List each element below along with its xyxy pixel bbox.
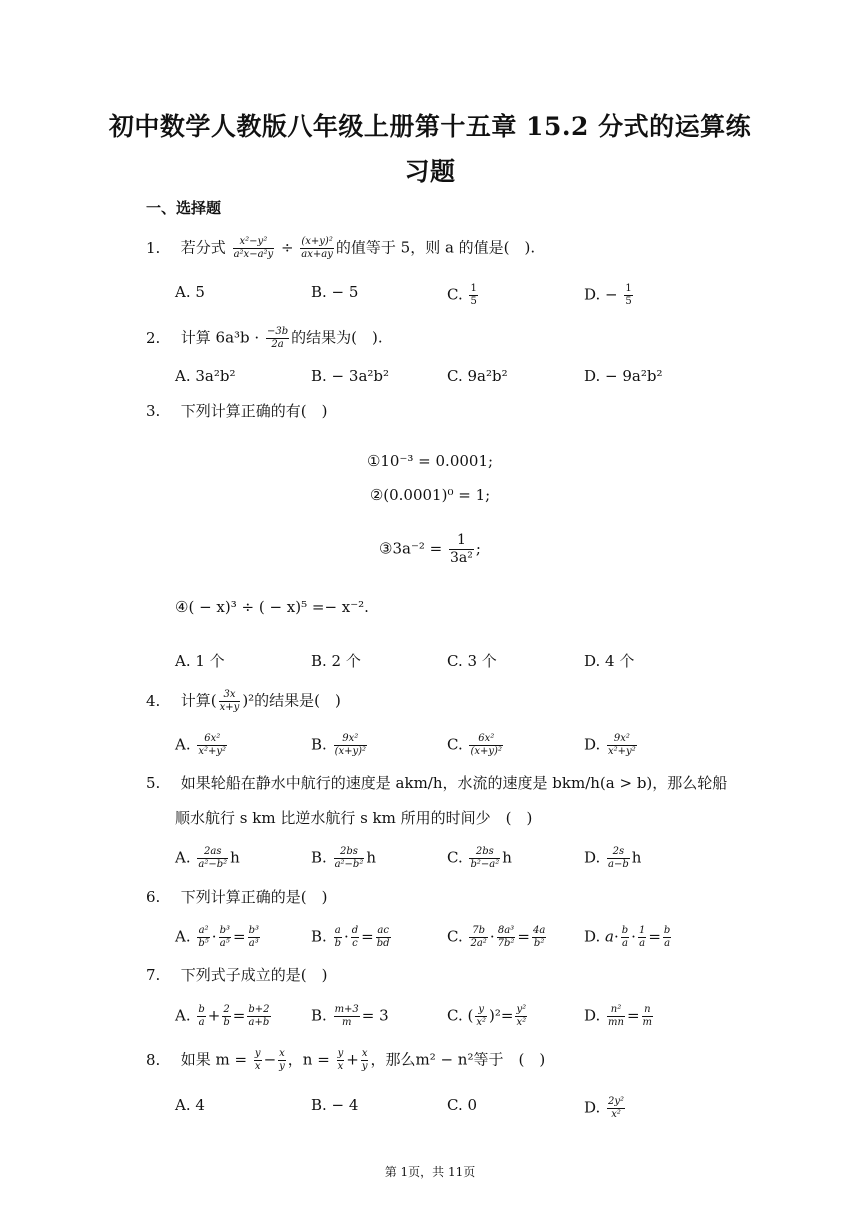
option-d[interactable]: D. 4 个	[584, 652, 635, 670]
option-a[interactable]: A. 4	[175, 1096, 205, 1114]
option-c[interactable]: C. $\frac{2bs}{\text{b²−a²}}$ h	[447, 846, 512, 870]
option-c[interactable]: C. $\frac{1}{5}$	[447, 283, 477, 307]
question-7: 7. 下列式子成立的是( )	[146, 966, 328, 984]
statement-4: ④( − x)³ ÷ ( − x)⁵ =− x⁻².	[175, 598, 369, 616]
option-d[interactable]: D. $\frac{\text{2y²}}{\text{x²}}$	[584, 1096, 625, 1120]
option-c[interactable]: C. ( $\frac{y}{\text{x²}}$ )²= $\frac{\text{y²}}{\text{x²}}$	[447, 1004, 527, 1028]
fraction: $\frac{\text{x²−y²}}{\text{a²x−a²y}}$	[233, 236, 274, 260]
page-title-line2: 习题	[404, 157, 456, 186]
fraction: $\frac{\text{(x+y)²}}{ax+ay}$	[301, 236, 333, 260]
option-c[interactable]: C. $\frac{\text{6x²}}{\text{(x+y)²}}$	[447, 733, 502, 757]
option-d[interactable]: D. $\frac{\text{n²}}{mn}$ = $\frac{n}{m}$	[584, 1004, 653, 1028]
option-b[interactable]: B. − 4	[311, 1096, 359, 1114]
option-c[interactable]: C. 3 个	[447, 652, 497, 670]
option-a[interactable]: A. $\frac{2as}{\text{a²−b²}}$ h	[175, 846, 240, 870]
option-c[interactable]: C. 9a²b²	[447, 367, 508, 385]
option-b[interactable]: B. − 5	[311, 283, 359, 301]
page-footer: 第 1页，共 11页	[384, 1165, 476, 1179]
option-b[interactable]: B. $\frac{\text{9x²}}{\text{(x+y)²}}$	[311, 733, 367, 757]
section-heading: 一、选择题	[146, 199, 222, 217]
option-d[interactable]: D. − $\frac{1}{5}$	[584, 283, 632, 307]
option-a[interactable]: A. 5	[175, 283, 205, 301]
option-a[interactable]: A. 1 个	[175, 652, 225, 670]
question-6: 6. 下列计算正确的是( )	[146, 888, 328, 906]
option-d[interactable]: D. $\frac{2s}{a-b}$ h	[584, 846, 642, 870]
option-b[interactable]: B. $\frac{a}{b}$ · $\frac{d}{c}$ = $\frac{ac}{bd}$	[311, 925, 390, 949]
question-3: 3. 下列计算正确的有( )	[146, 402, 328, 420]
option-a[interactable]: A. $\frac{b}{a}$ + $\frac{2}{b}$ = $\frac{b+2}{a+b}$	[175, 1004, 270, 1028]
question-5: 5. 如果轮船在静水中航行的速度是 akm/h，水流的速度是 bkm/h(a > b)，那么轮船	[146, 774, 728, 792]
option-d[interactable]: D. − 9a²b²	[584, 367, 663, 385]
option-a[interactable]: A. $\frac{\text{a²}}{\text{b⁵}}$ · $\frac{\text{b³}}{\text{a⁵}}$ = $\frac{\text{b³}}{\text{a³}}$	[175, 925, 259, 949]
option-b[interactable]: B. $\frac{2bs}{\text{a²−b²}}$ h	[311, 846, 376, 870]
statement-1: ①10⁻³ = 0.0001;	[366, 452, 494, 470]
statement-3: ③3a⁻² = $\frac{1}{\text{3a²}}$ ;	[379, 532, 481, 566]
question-1: 1. 若分式 $\frac{\text{x²−y²}}{\text{a²x−a²y}}$ ÷ $\frac{\text{(x+y)²}}{ax+ay}$ 的值等于 5，则 a 的值是( ).	[146, 236, 536, 260]
option-c[interactable]: C. $\frac{7b}{\text{2a²}}$ · $\frac{\text{8a³}}{\text{7b²}}$ = $\frac{4a}{\text{b²}}$	[447, 925, 546, 949]
option-b[interactable]: B. $\frac{m+3}{m}$ = 3	[311, 1004, 389, 1028]
question-4: 4. 计算( $\frac{3x}{x+y}$ )²的结果是( )	[146, 689, 341, 713]
option-d[interactable]: D. $\frac{\text{9x²}}{\text{x²+y²}}$	[584, 733, 636, 757]
question-5-line2: 顺水航行 s km 比逆水航行 s km 所用的时间少 ( )	[175, 809, 533, 827]
option-a[interactable]: A. $\frac{\text{6x²}}{\text{x²+y²}}$	[175, 733, 227, 757]
fraction: $\frac{-3b}{2a}$	[266, 326, 289, 350]
option-a[interactable]: A. 3a²b²	[175, 367, 236, 385]
option-b[interactable]: B. − 3a²b²	[311, 367, 390, 385]
option-c[interactable]: C. 0	[447, 1096, 478, 1114]
option-b[interactable]: B. 2 个	[311, 652, 361, 670]
question-2: 2. 计算 6a³b · $\frac{-3b}{2a}$ 的结果为( ).	[146, 326, 383, 350]
question-8: 8. 如果 m = $\frac{y}{x}$ − $\frac{x}{y}$ ，n = $\frac{y}{x}$ + $\frac{x}{y}$ ，那么m² − n²等于 ( )	[146, 1048, 546, 1072]
page-title: 初中数学人教版八年级上册第十五章 15.2 分式的运算练	[108, 112, 752, 141]
statement-2: ②(0.0001)⁰ = 1;	[369, 486, 491, 504]
option-d[interactable]: D. a· $\frac{b}{a}$ · $\frac{1}{a}$ = $\frac{b}{a}$	[584, 925, 671, 949]
